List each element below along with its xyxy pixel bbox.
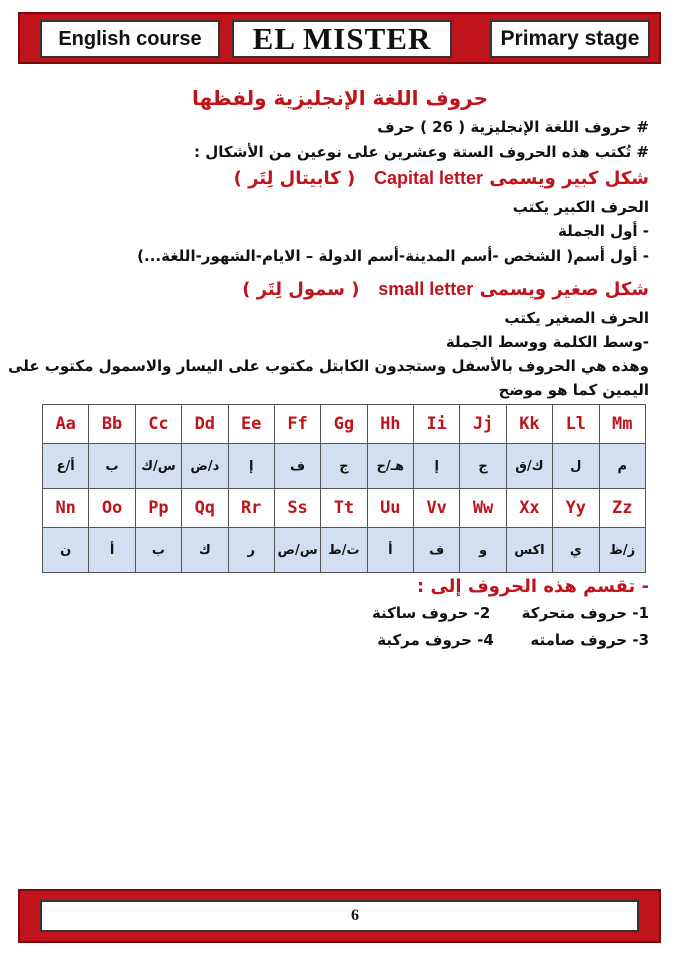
sound-cell: د/ض (182, 444, 228, 489)
letter-cell: Cc (135, 405, 181, 444)
sound-cell: ب (135, 528, 181, 573)
small-heading-en: small letter (378, 279, 474, 299)
intro-line-2: # تُكتب هذه الحروف الستة وعشرين على نوعين من الأشكال : (194, 143, 649, 161)
course-label: English course (40, 20, 220, 58)
sound-cell: إ (414, 444, 460, 489)
letter-cell: Ss (274, 489, 320, 528)
division-item-1: 1- حروف متحركة (521, 604, 649, 622)
sound-cell: و (460, 528, 506, 573)
alphabet-table (42, 404, 646, 573)
letter-cell: Tt (321, 489, 367, 528)
sound-cell: أ (89, 528, 135, 573)
letter-cell: Bb (89, 405, 135, 444)
sounds-row-2 (43, 528, 646, 573)
capital-heading-en: Capital letter (374, 168, 484, 188)
division-item-3: 3- حروف صامته (530, 631, 649, 649)
division-item-2: 2- حروف ساكنة (371, 604, 491, 622)
sound-cell: ج (321, 444, 367, 489)
table-intro-2: اليمين كما هو موضح (498, 381, 649, 399)
letter-cell: Hh (367, 405, 413, 444)
letter-cell: Xx (506, 489, 552, 528)
small-rule: الحرف الصغير يكتب (504, 309, 649, 327)
letter-cell: Oo (89, 489, 135, 528)
letter-cell: Pp (135, 489, 181, 528)
page-number: 6 (351, 907, 359, 924)
letters-row-1 (43, 405, 646, 444)
sound-cell: أ/ع (43, 444, 89, 489)
sound-cell: ر (228, 528, 274, 573)
divisions-heading: - تقسم هذه الحروف إلى : (417, 576, 649, 597)
sound-cell: س/ك (135, 444, 181, 489)
letter-cell: Qq (182, 489, 228, 528)
sound-cell: ت/ط (321, 528, 367, 573)
letter-cell: Aa (43, 405, 89, 444)
letter-cell: Ww (460, 489, 506, 528)
sound-cell: هـ/ح (367, 444, 413, 489)
letter-cell: Uu (367, 489, 413, 528)
letter-cell: Vv (414, 489, 460, 528)
intro-line-1: # حروف اللغة الإنجليزية ( 26 ) حرف (377, 118, 649, 136)
sound-cell: م (599, 444, 646, 489)
small-heading (39, 279, 649, 300)
sound-cell: س/ص (274, 528, 320, 573)
capital-rule-1: - أول الجملة (557, 222, 649, 240)
sound-cell: ك/ق (506, 444, 552, 489)
capital-heading (39, 168, 649, 189)
sound-cell: ي (553, 528, 599, 573)
small-heading-ar: شكل صغير ويسمى (479, 279, 649, 300)
sound-cell: ز/ظ (599, 528, 646, 573)
letters-row-2 (43, 489, 646, 528)
header-bar (18, 12, 661, 64)
letter-cell: Yy (553, 489, 599, 528)
brand-title: EL MISTER (232, 20, 452, 58)
sound-cell: ف (414, 528, 460, 573)
letter-cell: Gg (321, 405, 367, 444)
sounds-row-1 (43, 444, 646, 489)
sound-cell: أ (367, 528, 413, 573)
table-intro-1: وهذه هي الحروف بالأسفل وستجدون الكابتل مكتوب على اليسار والاسمول مكتوب على (8, 357, 649, 375)
letter-cell: Nn (43, 489, 89, 528)
sound-cell: ن (43, 528, 89, 573)
letter-cell: Ii (414, 405, 460, 444)
divisions-row-2 (39, 631, 649, 649)
letter-cell: Jj (460, 405, 506, 444)
sound-cell: إ (228, 444, 274, 489)
letter-cell: Dd (182, 405, 228, 444)
capital-rule-2: - أول أسم( الشخص -أسم المدينة-أسم الدولة – الايام-الشهور-اللغة...) (137, 247, 649, 265)
letter-cell: Ll (553, 405, 599, 444)
letter-cell: Mm (599, 405, 646, 444)
sound-cell: ج (460, 444, 506, 489)
letter-cell: Rr (228, 489, 274, 528)
sound-cell: ل (553, 444, 599, 489)
sound-cell: ف (274, 444, 320, 489)
sound-cell: اكس (506, 528, 552, 573)
letter-cell: Zz (599, 489, 646, 528)
capital-heading-ar: شكل كبير ويسمى (489, 168, 649, 189)
stage-label: Primary stage (490, 20, 650, 58)
sound-cell: ب (89, 444, 135, 489)
division-item-4: 4- حروف مركبة (377, 631, 494, 649)
letter-cell: Ee (228, 405, 274, 444)
small-heading-pron: ( سمول لِتَر ) (242, 279, 360, 300)
capital-rule: الحرف الكبير يكتب (512, 198, 649, 216)
letter-cell: Kk (506, 405, 552, 444)
small-rule-1: -وسط الكلمة ووسط الجملة (445, 333, 649, 351)
sound-cell: ك (182, 528, 228, 573)
capital-heading-pron: ( كابيتال لِتَر ) (233, 168, 356, 189)
page-title: حروف اللغة الإنجليزية ولفظها (192, 86, 488, 110)
letter-cell: Ff (274, 405, 320, 444)
divisions-row-1 (39, 604, 649, 622)
